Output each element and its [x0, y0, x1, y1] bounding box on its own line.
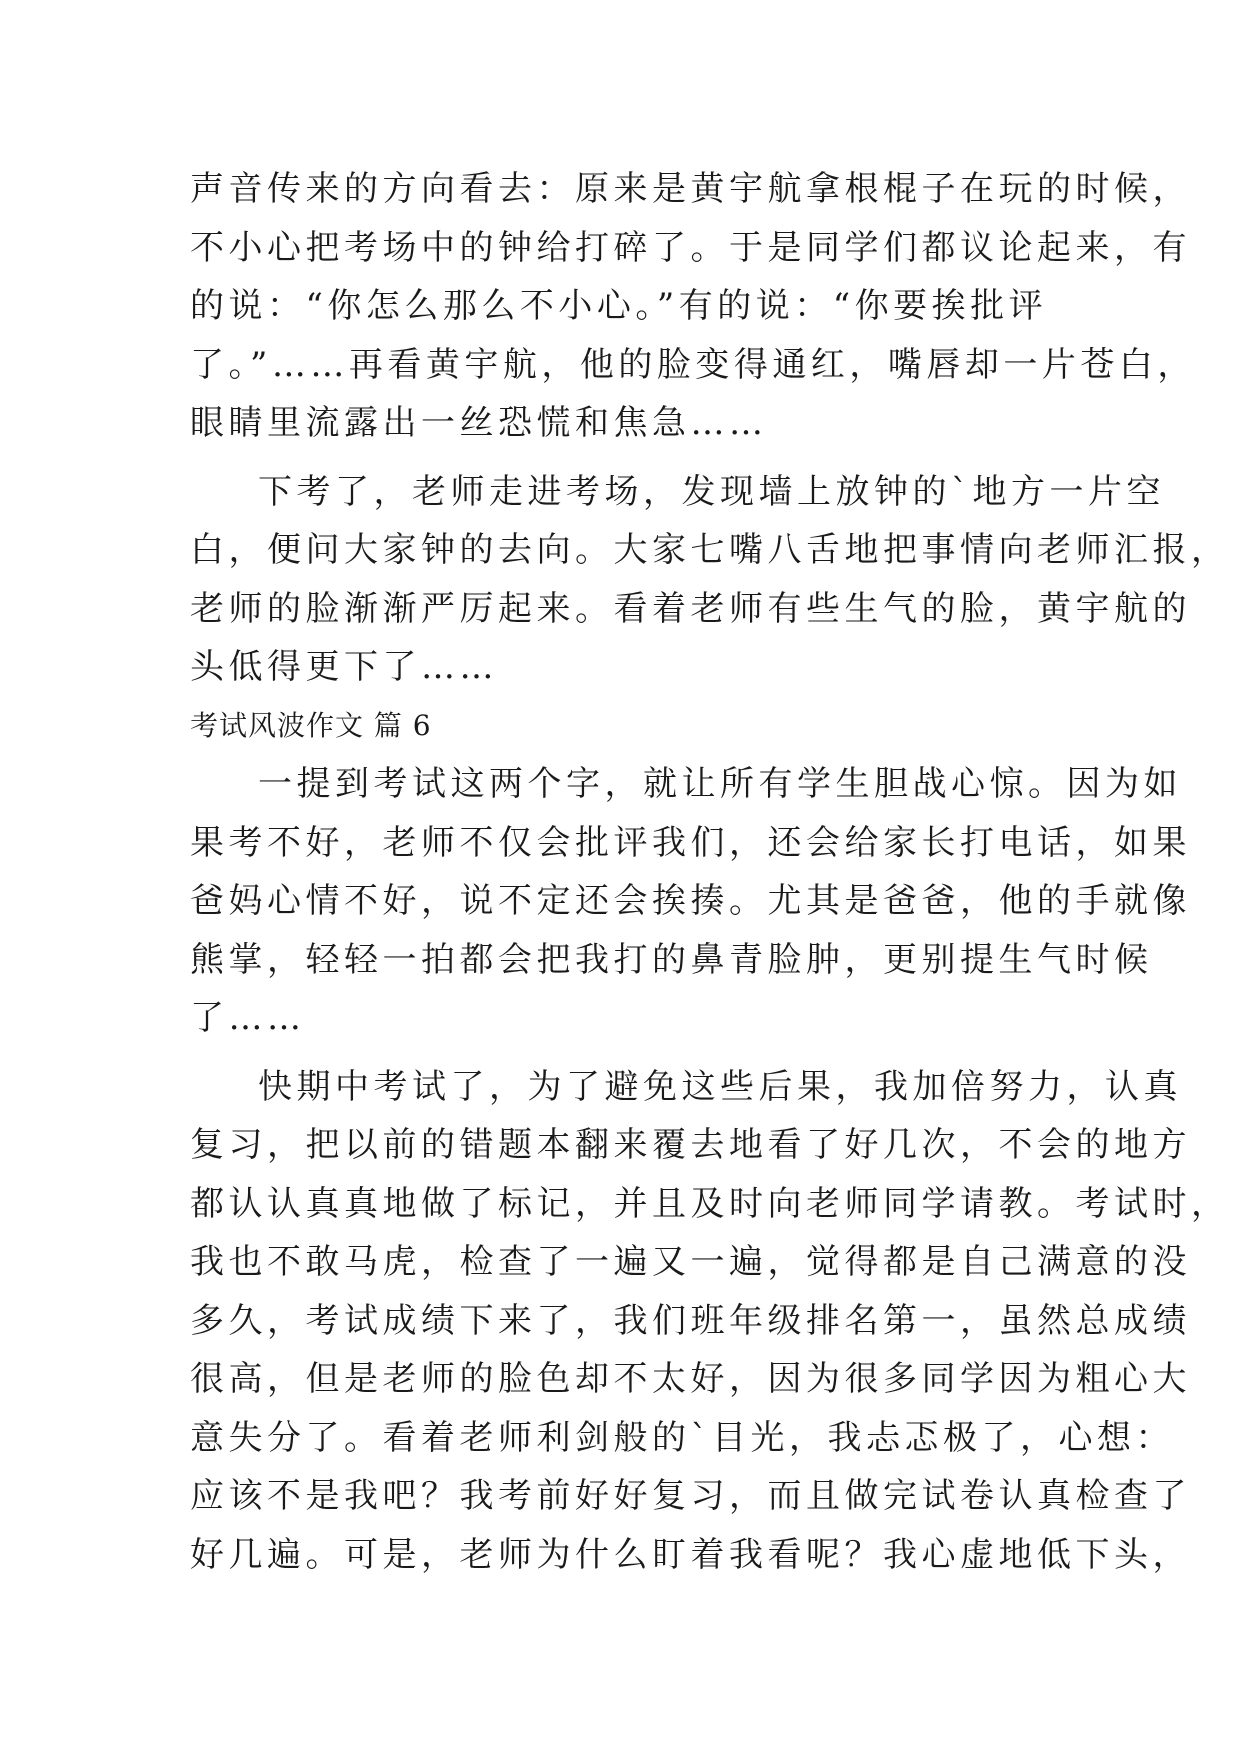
paragraph-3 [190, 755, 1191, 1048]
text-line: 果考不好，老师不仅会批评我们，还会给家长打电话，如果 [190, 822, 1191, 863]
paragraph-4 [190, 1058, 1230, 1585]
section-heading: 考试风波作文 篇 6 [190, 708, 432, 742]
text-line: 爸妈心情不好，说不定还会挨揍。尤其是爸爸，他的手就像 [190, 881, 1191, 921]
text-line: 多久，考试成绩下来了，我们班年级排名第一，虽然总成绩 [190, 1300, 1191, 1341]
document-page [190, 160, 1230, 1584]
text-line: 快期中考试了，为了避免这些后果，我加倍努力，认真 [258, 1066, 1182, 1107]
text-line: 复习，把以前的错题本翻来覆去地看了好几次，不会的地方 [190, 1125, 1191, 1165]
text-line: 老师的脸渐渐严厉起来。看着老师有些生气的脸，黄宇航的 [190, 588, 1191, 629]
text-line: 意失分了。看着老师利剑般的`目光，我忐忑极了，心想： [190, 1417, 1174, 1458]
text-line: 的说：“你怎么那么不小心。”有的说：“你要挨批评 [190, 286, 1048, 326]
text-line: 白，便问大家钟的去向。大家七嘴八舌地把事情向老师汇报， [190, 530, 1230, 570]
paragraph-1 [190, 160, 1196, 453]
text-line: 熊掌，轻轻一拍都会把我打的鼻青脸肿，更别提生气时候 [190, 939, 1153, 980]
text-line: 了。”……再看黄宇航，他的脸变得通红，嘴唇却一片苍白， [190, 344, 1196, 385]
text-line: 眼睛里流露出一丝恐慌和焦急…… [190, 403, 768, 443]
text-line: 好几遍。可是，老师为什么盯着我看呢？我心虚地低下头， [190, 1534, 1191, 1575]
text-line: 下考了，老师走进考场，发现墙上放钟的`地方一片空 [258, 471, 1165, 512]
text-line: 我也不敢马虎，检查了一遍又一遍，觉得都是自己满意的没 [190, 1242, 1191, 1282]
text-line: 都认认真真地做了标记，并且及时向老师同学请教。考试时， [190, 1183, 1230, 1224]
text-line: 声音传来的方向看去：原来是黄宇航拿根棍子在玩的时候， [190, 169, 1191, 209]
text-line: 头低得更下了…… [190, 647, 498, 687]
text-line: 不小心把考场中的钟给打碎了。于是同学们都议论起来，有 [190, 227, 1191, 268]
text-line: 一提到考试这两个字，就让所有学生胆战心惊。因为如 [258, 764, 1182, 804]
paragraph-2 [190, 463, 1230, 697]
text-line: 很高，但是老师的脸色却不太好，因为很多同学因为粗心大 [190, 1359, 1191, 1399]
text-line: 了…… [190, 998, 306, 1038]
text-line: 应该不是我吧？我考前好好复习，而且做完试卷认真检查了 [190, 1476, 1191, 1516]
